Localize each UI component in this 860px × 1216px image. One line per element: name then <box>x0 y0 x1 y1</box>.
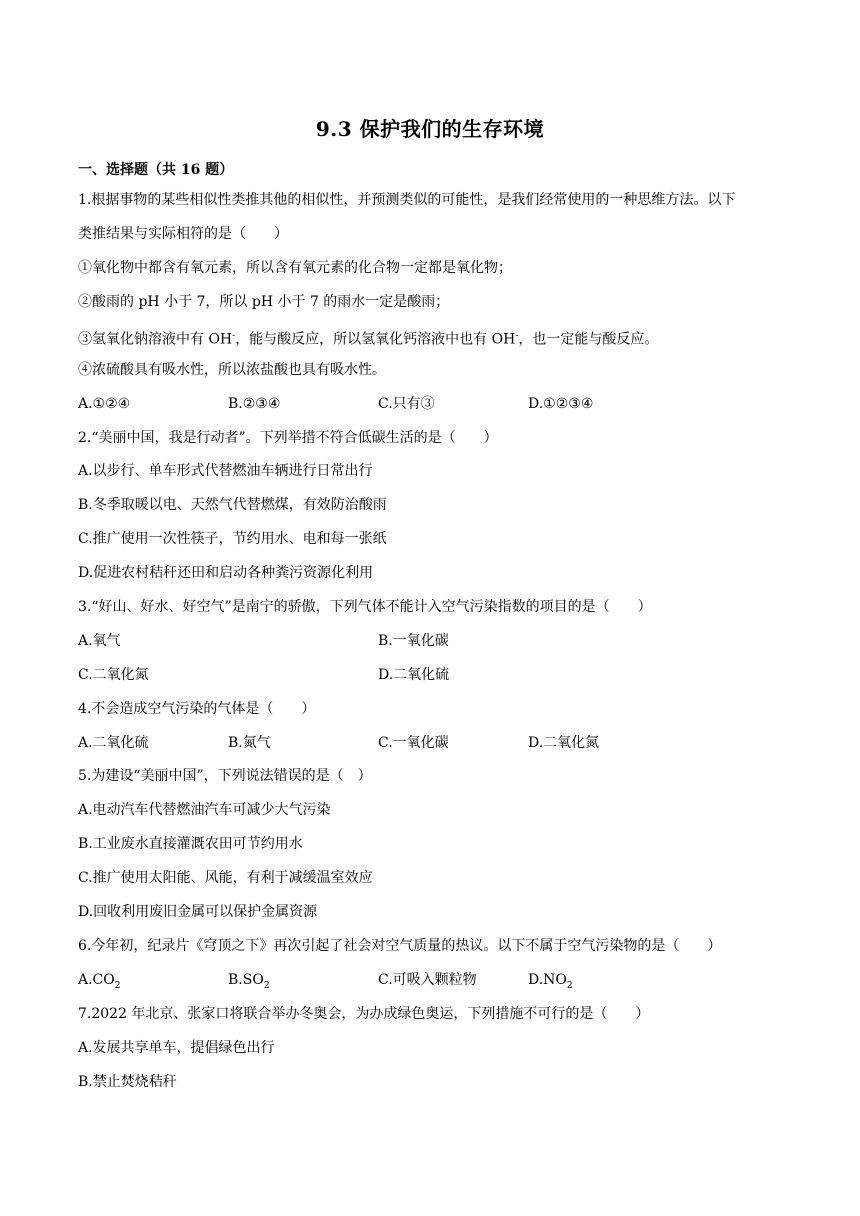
q5-option-a[interactable]: A.电动汽车代替燃油汽车可减少大气污染 <box>78 802 331 818</box>
q3-stem: 3.“好山、好水、好空气”是南宁的骄傲，下列气体不能计入空气污染指数的项目的是（ ） <box>78 599 652 615</box>
q7-option-b[interactable]: B.禁止焚烧秸秆 <box>78 1074 177 1090</box>
q4-stem: 4.不会造成空气污染的气体是（ ） <box>78 701 316 717</box>
page-title: 9.3 保护我们的生存环境 <box>315 117 545 141</box>
q1-option-b[interactable]: B.②③④ <box>228 396 281 412</box>
q6-option-b[interactable] <box>228 970 270 996</box>
q4-option-b[interactable]: B.氮气 <box>228 735 271 751</box>
q2-stem: 2.“美丽中国，我是行动者”。下列举措不符合低碳生活的是（ ） <box>78 430 498 446</box>
q2-option-c[interactable]: C.推广使用一次性筷子，节约用水、电和每一张纸 <box>78 531 387 547</box>
q2-option-b[interactable]: B.冬季取暖以电、天然气代替燃煤，有效防治酸雨 <box>78 497 387 513</box>
q1-option-c[interactable]: C.只有③ <box>378 396 435 412</box>
q6-d-text: D.NO <box>528 972 567 988</box>
q1-statement-1: ①氧化物中都含有氧元素，所以含有氧元素的化合物一定都是氧化物； <box>78 260 512 276</box>
q5-stem: 5.为建设“美丽中国”，下列说法错误的是（ ） <box>78 768 372 784</box>
q1-statement-3 <box>78 326 658 350</box>
q1-s3-sup1: - <box>232 331 236 341</box>
q3-options-row1 <box>78 631 778 651</box>
q7-stem: 7.2022 年北京、张家口将联合举办冬奥会，为办成绿色奥运，下列措施不可行的是（ ） <box>78 1006 650 1022</box>
q4-options <box>78 733 778 753</box>
q6-b-sub: 2 <box>263 980 270 991</box>
q4-option-d[interactable]: D.二氧化氮 <box>528 735 600 751</box>
q5-option-b[interactable]: B.工业废水直接灌溉农田可节约用水 <box>78 836 303 852</box>
q5-option-c[interactable]: C.推广使用太阳能、风能，有利于减缓温室效应 <box>78 870 373 886</box>
q6-a-sub: 2 <box>114 980 121 991</box>
q3-options-row2 <box>78 665 778 685</box>
q6-option-a[interactable] <box>78 970 120 996</box>
q2-option-a[interactable]: A.以步行、单车形式代替燃油车辆进行日常出行 <box>78 463 373 479</box>
q6-a-text: A.CO <box>78 972 115 988</box>
section-heading: 一、选择题（共 16 题） <box>78 162 234 178</box>
q1-statement-4: ④浓硫酸具有吸水性，所以浓盐酸也具有吸水性。 <box>78 362 386 378</box>
q3-option-b[interactable]: B.一氧化碳 <box>378 633 449 649</box>
q7-option-a[interactable]: A.发展共享单车，提倡绿色出行 <box>78 1040 275 1056</box>
q1-s3-part2: ，能与酸反应，所以氢氧化钙溶液中也有 OH <box>235 331 516 348</box>
q5-option-d[interactable]: D.回收利用废旧金属可以保护金属资源 <box>78 904 318 920</box>
q6-option-d[interactable] <box>528 970 573 996</box>
q3-option-a[interactable]: A.氧气 <box>78 633 121 649</box>
q3-option-d[interactable]: D.二氧化硫 <box>378 667 450 683</box>
q4-option-a[interactable]: A.二氧化硫 <box>78 735 149 751</box>
q1-stem-line2: 类推结果与实际相符的是（ ） <box>78 226 288 242</box>
q6-option-c[interactable]: C.可吸入颗粒物 <box>378 972 477 988</box>
q6-d-sub: 2 <box>566 980 573 991</box>
q1-statement-2: ②酸雨的 pH 小于 7，所以 pH 小于 7 的雨水一定是酸雨； <box>78 294 450 310</box>
q1-option-a[interactable]: A.①②④ <box>78 396 131 412</box>
q3-option-c[interactable]: C.二氧化氮 <box>78 667 149 683</box>
q1-s3-sup2: - <box>515 331 519 341</box>
q6-stem: 6.今年初，纪录片《穹顶之下》再次引起了社会对空气质量的热议。以下不属于空气污染物的是（ ） <box>78 938 722 954</box>
q1-option-d[interactable]: D.①②③④ <box>528 396 594 412</box>
q1-s3-part1: ③氢氧化钠溶液中有 OH <box>78 331 233 348</box>
q6-options <box>78 970 778 990</box>
q1-stem-line1: 1.根据事物的某些相似性类推其他的相似性，并预测类似的可能性，是我们经常使用的一种思维方法。以下 <box>78 192 736 208</box>
q6-b-text: B.SO <box>228 972 264 988</box>
q4-option-c[interactable]: C.一氧化碳 <box>378 735 449 751</box>
q2-option-d[interactable]: D.促进农村秸秆还田和启动各种粪污资源化利用 <box>78 565 374 581</box>
q1-s3-part3: ，也一定能与酸反应。 <box>518 331 659 348</box>
q1-options <box>78 394 778 414</box>
